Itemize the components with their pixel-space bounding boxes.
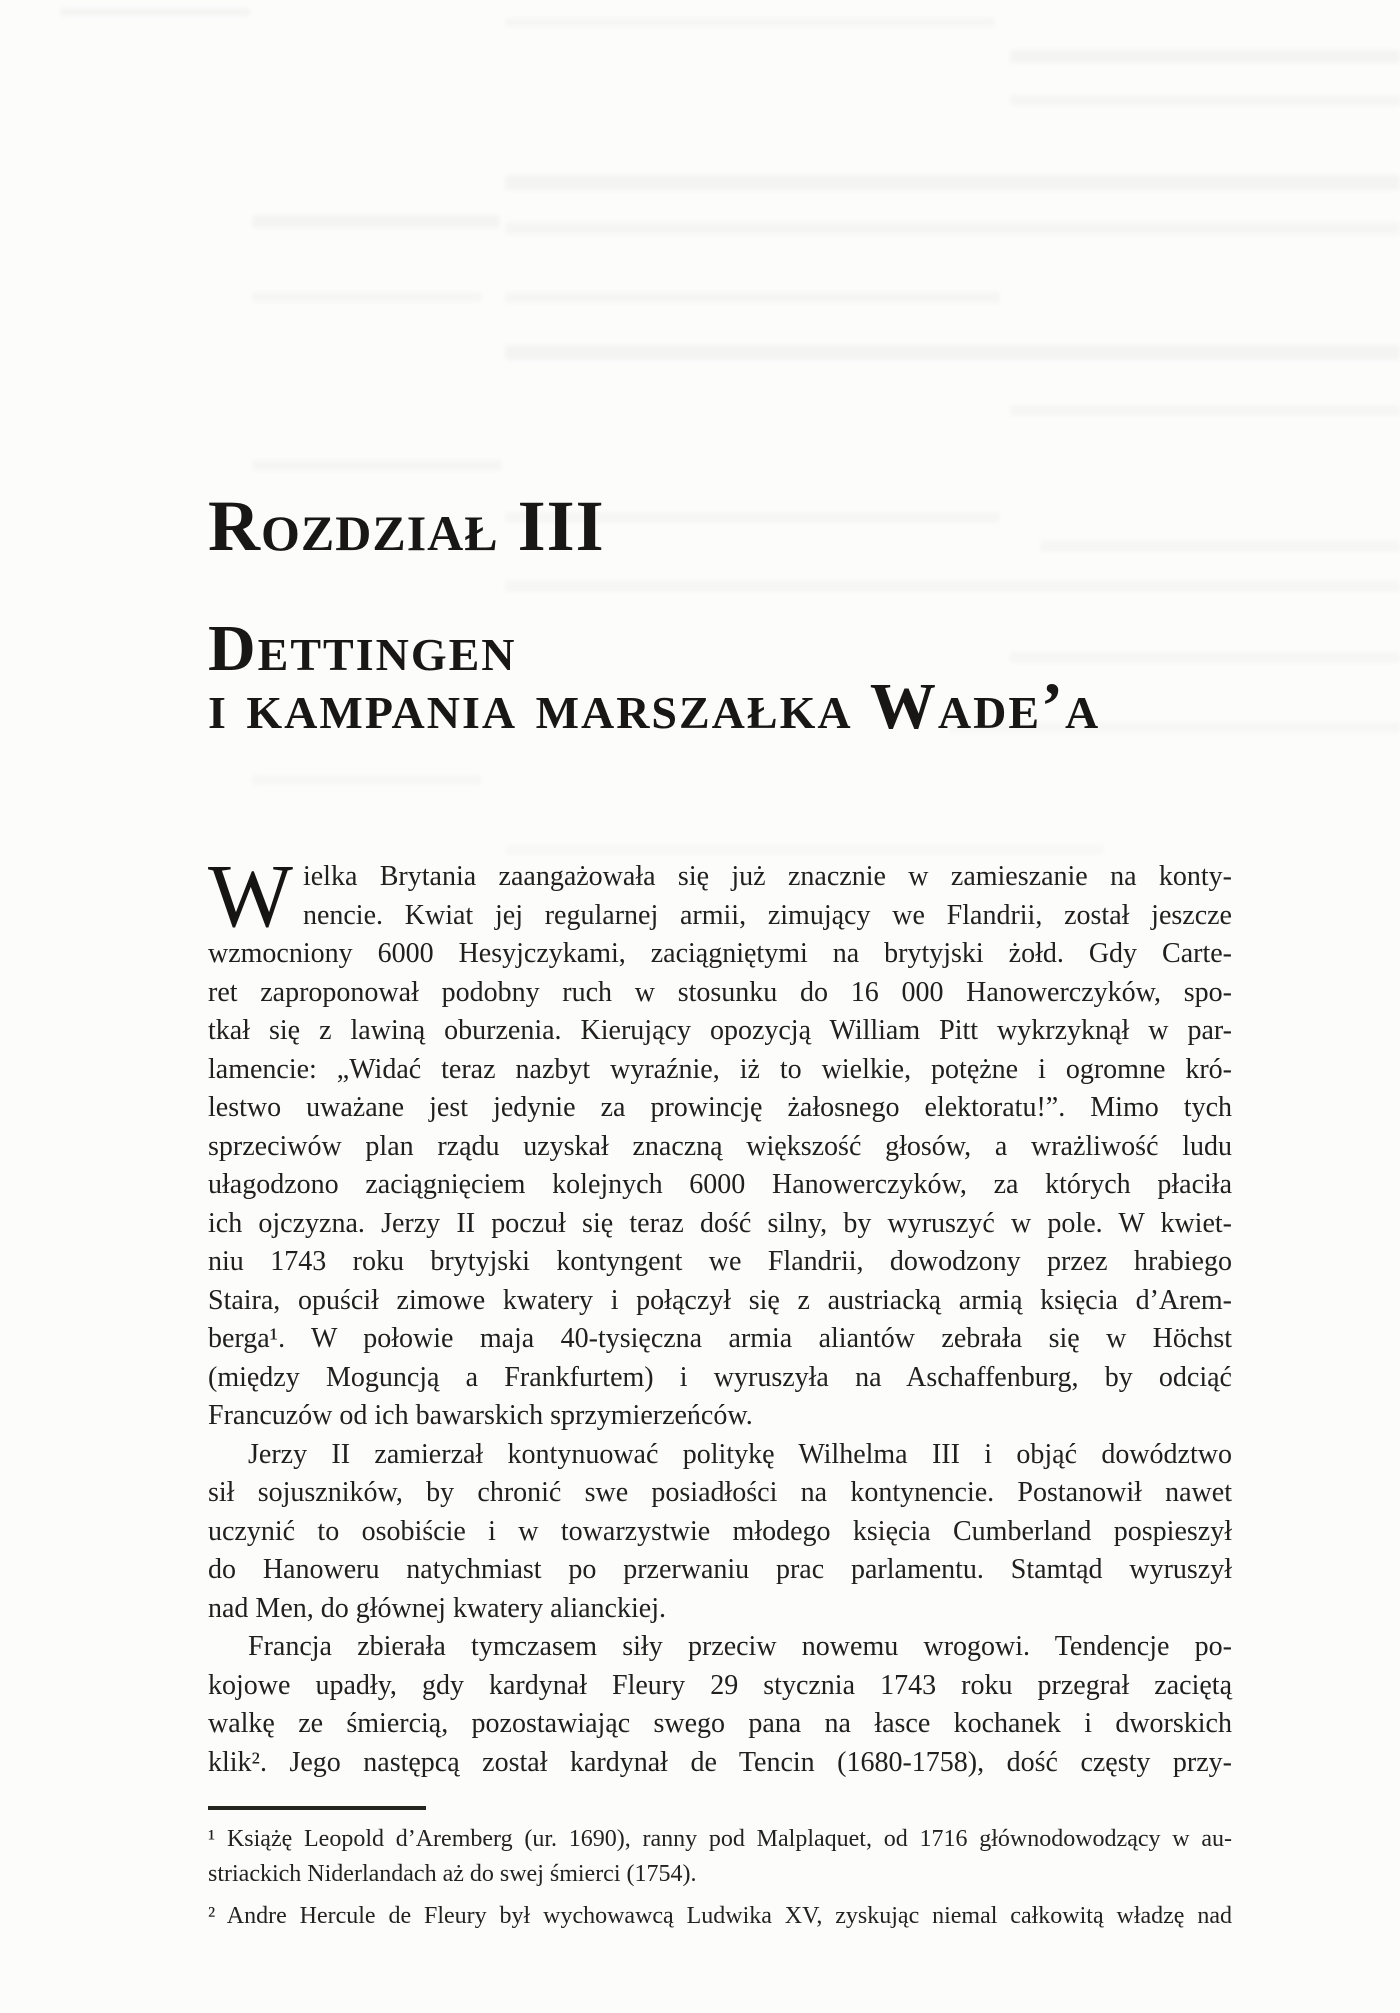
body-line: ielka Brytania zaangażowała się już znacznie w zamieszanie na konty- (302, 861, 1232, 892)
footnote-2 (208, 1899, 1232, 1934)
bleed-through-band (1010, 405, 1400, 416)
body-line: lamencie: „Widać teraz nazbyt wyraźnie, iż to wielkie, potężne i ogromne kró- (208, 1053, 1232, 1085)
paragraph-1 (208, 847, 1232, 1436)
body-line: Francja zbierała tymczasem siły przeciw nowemu wrogowi. Tendencje po- (248, 1631, 1232, 1662)
bleed-through-band (505, 580, 1400, 592)
bleed-through-band (505, 845, 1105, 855)
body-line: wzmocniony 6000 Hesyjczykami, zaciągniętymi na brytyjski żołd. Gdy Carte- (208, 938, 1232, 969)
bleed-through-band (60, 8, 250, 16)
body-line: lestwo uważane jest jedynie za prowincję żałosnego elektoratu!”. Mimo tych (208, 1092, 1232, 1123)
body-line: niu 1743 roku brytyjski kontyngent we Flandrii, dowodzony przez hrabiego (208, 1246, 1232, 1277)
body-line: walkę ze śmiercią, pozostawiając swego pana na łasce kochanek i dworskich (208, 1708, 1232, 1739)
bleed-through-band (505, 292, 1000, 303)
body-line: (między Moguncją a Frankfurtem) i wyruszyła na Aschaffenburg, by odciąć (208, 1361, 1232, 1393)
bleed-through-band (1010, 50, 1400, 63)
body-line: Francuzów od ich bawarskich sprzymierzeńców. (208, 1400, 753, 1431)
body-line: ułagodzono zaciągnięciem kolejnych 6000 Hanowerczyków, za których płaciła (208, 1169, 1232, 1200)
footnote-line: striackich Niderlandach aż do swej śmierci (1754). (208, 1861, 697, 1887)
chapter-title-heading (208, 612, 1101, 743)
body-line: nencie. Kwiat jej regularnej armii, zimujący we Flandrii, został jeszcze (302, 899, 1232, 931)
chapter-number-heading: Rozdział III (208, 486, 605, 566)
body-line: Jerzy II zamierzał kontynuować politykę Wilhelma III i objąć dowództwo (248, 1438, 1232, 1470)
body-line: tkał się z lawiną oburzenia. Kierujący opozycją William Pitt wykrzyknął w par- (208, 1015, 1232, 1046)
body-line: klik². Jego następcą został kardynał de Tencin (1680-1758), dość częsty przy- (208, 1746, 1232, 1778)
footnote-1 (208, 1822, 1232, 1892)
body-text-column (208, 847, 1232, 1782)
footnote-separator-rule (208, 1806, 426, 1810)
body-line: kojowe upadły, gdy kardynał Fleury 29 stycznia 1743 roku przegrał zaciętą (208, 1669, 1232, 1701)
body-line: sił sojuszników, by chronić swe posiadłości na kontynencie. Postanowił nawet (208, 1477, 1232, 1508)
bleed-through-band (252, 775, 482, 785)
bleed-through-band (505, 175, 1400, 190)
bleed-through-band (1040, 540, 1400, 552)
paragraph-3 (208, 1628, 1232, 1782)
bleed-through-band (1010, 95, 1400, 106)
footnote-line: ¹ Książę Leopold d’Aremberg (ur. 1690), ranny pod Malplaquet, od 1716 głównodowodzący w au- (208, 1826, 1232, 1852)
bleed-through-band (252, 460, 502, 471)
bleed-through-band (252, 292, 482, 302)
chapter-title-line-2: i kampania marszałka Wade’a (208, 670, 1101, 743)
drop-cap: W (208, 847, 293, 946)
bleed-through-band (252, 215, 500, 228)
body-line: ich ojczyzna. Jerzy II poczuł się teraz dość silny, by wyruszyć w pole. W kwiet- (208, 1207, 1232, 1239)
paragraph-2 (208, 1436, 1232, 1629)
body-line: Staira, opuścił zimowe kwatery i połączył się z austriacką armią księcia d’Arem- (208, 1284, 1232, 1316)
footnote-line: ² Andre Hercule de Fleury był wychowawcą Ludwika XV, zyskując niemal całkowitą władzę nad (208, 1903, 1232, 1929)
bleed-through-band (505, 345, 1400, 360)
footnotes-block (208, 1822, 1232, 1940)
body-line: do Hanoweru natychmiast po przerwaniu prac parlamentu. Stamtąd wyruszył (208, 1554, 1232, 1585)
bleed-through-band (505, 18, 995, 27)
body-line: uczynić to osobiście i w towarzystwie młodego księcia Cumberland pospieszył (208, 1515, 1232, 1547)
body-line: sprzeciwów plan rządu uzyskał znaczną większość głosów, a wrażliwość ludu (208, 1130, 1232, 1162)
bleed-through-band (505, 222, 1400, 235)
body-line: ret zaproponował podobny ruch w stosunku do 16 000 Hanowerczyków, spo- (208, 976, 1232, 1008)
body-line: nad Men, do głównej kwatery alianckiej. (208, 1592, 666, 1624)
chapter-title-line-1: Dettingen (208, 612, 517, 685)
body-line: berga¹. W połowie maja 40-tysięczna armia aliantów zebrała się w Höchst (208, 1323, 1232, 1354)
